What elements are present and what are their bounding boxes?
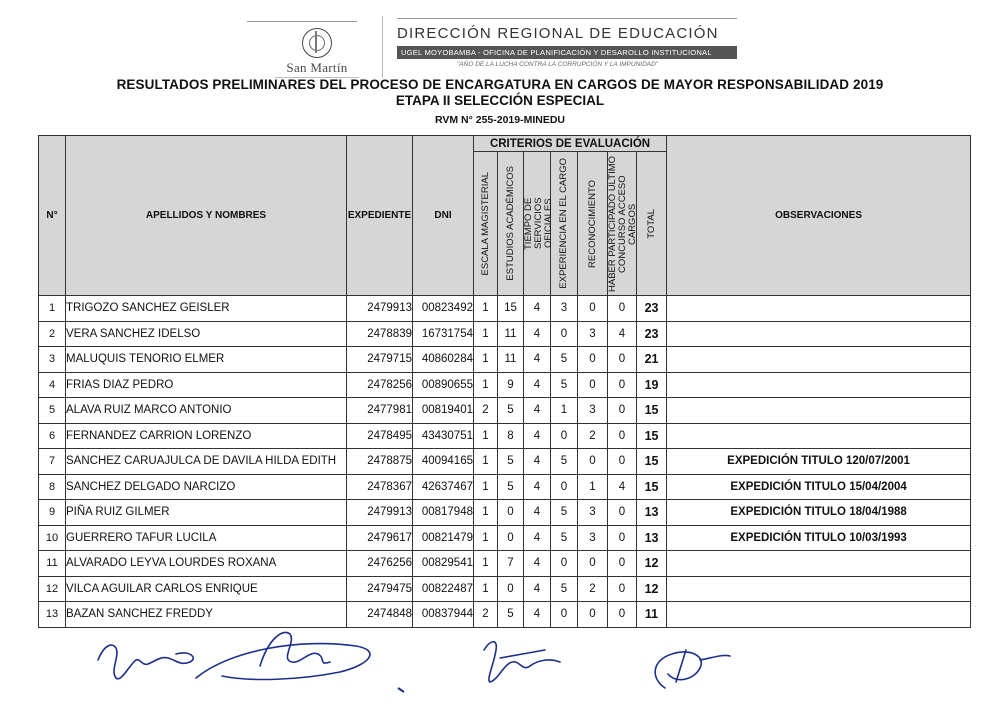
reconocimiento-score: 0 — [578, 551, 608, 577]
tiempo-score: 4 — [524, 398, 551, 424]
applicant-name: GUERRERO TAFUR LUCILA — [66, 525, 347, 551]
document-title: RESULTADOS PRELIMINARES DEL PROCESO DE ENCARGATURA EN CARGOS DE MAYOR RESPONSABILIDAD 2019 — [116, 77, 884, 92]
estudios-score: 5 — [498, 602, 524, 628]
escala-score: 2 — [474, 398, 498, 424]
dni-value: 00819401 — [413, 398, 474, 424]
escala-score: 1 — [474, 525, 498, 551]
row-number: 6 — [39, 423, 66, 449]
experiencia-score: 0 — [551, 551, 578, 577]
row-number: 4 — [39, 372, 66, 398]
estudios-score: 5 — [498, 449, 524, 475]
estudios-score: 7 — [498, 551, 524, 577]
row-number: 3 — [39, 347, 66, 373]
applicant-name: ALAVA RUIZ MARCO ANTONIO — [66, 398, 347, 424]
escala-score: 2 — [474, 602, 498, 628]
applicant-name: SANCHEZ CARUAJULCA DE DAVILA HILDA EDITH — [66, 449, 347, 475]
signature-2 — [196, 632, 370, 679]
expediente-value: 2474848 — [347, 602, 413, 628]
expediente-value: 2479913 — [347, 500, 413, 526]
col-observaciones-header: OBSERVACIONES — [667, 136, 971, 296]
tiempo-score: 4 — [524, 321, 551, 347]
col-escala-header — [474, 152, 498, 296]
reconocimiento-score: 0 — [578, 449, 608, 475]
tiempo-score: 4 — [524, 347, 551, 373]
table-row — [39, 372, 971, 398]
experiencia-score: 5 — [551, 372, 578, 398]
haber-score: 0 — [608, 296, 637, 322]
office-bar: UGEL MOYOBAMBA - OFICINA DE PLANIFICACIÓN Y DESAROLLO INSTITUCIONAL — [397, 46, 737, 59]
table-row — [39, 296, 971, 322]
experiencia-score: 5 — [551, 347, 578, 373]
expediente-value: 2478256 — [347, 372, 413, 398]
document-header — [0, 0, 1000, 135]
total-score: 15 — [637, 474, 667, 500]
haber-score: 0 — [608, 398, 637, 424]
applicant-name: VILCA AGUILAR CARLOS ENRIQUE — [66, 576, 347, 602]
experiencia-score: 0 — [551, 602, 578, 628]
row-number: 2 — [39, 321, 66, 347]
tiempo-score: 4 — [524, 296, 551, 322]
applicant-name: PIÑA RUIZ GILMER — [66, 500, 347, 526]
haber-score: 4 — [608, 474, 637, 500]
total-score: 15 — [637, 423, 667, 449]
row-number: 11 — [39, 551, 66, 577]
observation — [667, 423, 971, 449]
institution-rule — [397, 18, 737, 19]
col-dni-header: DNI — [413, 136, 474, 296]
dni-value: 40860284 — [413, 347, 474, 373]
logo-rule — [247, 21, 357, 22]
observation — [667, 372, 971, 398]
reconocimiento-score: 3 — [578, 321, 608, 347]
col-tiempo-header — [523, 152, 554, 296]
institution-title: DIRECCIÓN REGIONAL DE EDUCACIÓN — [397, 25, 719, 42]
applicant-name: TRIGOZO SANCHEZ GEISLER — [66, 296, 347, 322]
table-row — [39, 423, 971, 449]
dni-value: 00829541 — [413, 551, 474, 577]
estudios-score: 11 — [498, 321, 524, 347]
dni-value: 00890655 — [413, 372, 474, 398]
dni-value: 40094165 — [413, 449, 474, 475]
tiempo-score: 4 — [524, 500, 551, 526]
total-score: 15 — [637, 449, 667, 475]
estudios-score: 11 — [498, 347, 524, 373]
dni-value: 00823492 — [413, 296, 474, 322]
applicant-name: MALUQUIS TENORIO ELMER — [66, 347, 347, 373]
estudios-label: ESTUDIOS ACADÉMICOS — [504, 166, 516, 281]
criterios-header: CRITERIOS DE EVALUACIÓN — [474, 136, 667, 152]
experiencia-score: 5 — [551, 500, 578, 526]
applicant-name: FRIAS DIAZ PEDRO — [66, 372, 347, 398]
haber-label: HABER PARTICIPADO ÚLTIMO CONCURSO ACCESO CARGOS — [607, 155, 638, 292]
signatures — [0, 620, 1000, 707]
reconocimiento-label: RECONOCIMIENTO — [586, 179, 598, 268]
signature-mark — [398, 688, 404, 692]
escala-score: 1 — [474, 423, 498, 449]
applicant-name: VERA SANCHEZ IDELSO — [66, 321, 347, 347]
expediente-value: 2478495 — [347, 423, 413, 449]
experiencia-score: 5 — [551, 576, 578, 602]
observation: EXPEDICIÓN TITULO 120/07/2001 — [667, 449, 971, 475]
dni-value: 43430751 — [413, 423, 474, 449]
row-number: 12 — [39, 576, 66, 602]
haber-score: 0 — [608, 500, 637, 526]
expediente-value: 2478839 — [347, 321, 413, 347]
tiempo-label: TIEMPO DE SERVICIOS OFICIALES — [523, 197, 554, 250]
total-score: 13 — [637, 525, 667, 551]
col-reconocimiento-header — [578, 152, 608, 296]
table-row — [39, 551, 971, 577]
total-score: 12 — [637, 576, 667, 602]
expediente-value: 2476256 — [347, 551, 413, 577]
escala-score: 1 — [474, 321, 498, 347]
haber-score: 0 — [608, 372, 637, 398]
expediente-value: 2479715 — [347, 347, 413, 373]
total-label: TOTAL — [645, 208, 657, 239]
col-experiencia-header — [551, 152, 578, 296]
estudios-score: 15 — [498, 296, 524, 322]
table-row — [39, 449, 971, 475]
col-haber-header — [608, 152, 637, 296]
estudios-score: 0 — [498, 500, 524, 526]
col-estudios-header — [498, 152, 524, 296]
expediente-value: 2479475 — [347, 576, 413, 602]
table-row — [39, 525, 971, 551]
escala-score: 1 — [474, 500, 498, 526]
observation — [667, 296, 971, 322]
row-number: 7 — [39, 449, 66, 475]
tiempo-score: 4 — [524, 474, 551, 500]
row-number: 8 — [39, 474, 66, 500]
observation: EXPEDICIÓN TITULO 15/04/2004 — [667, 474, 971, 500]
escala-label: ESCALA MAGISTERIAL — [479, 171, 491, 276]
escala-score: 1 — [474, 296, 498, 322]
total-score: 12 — [637, 551, 667, 577]
estudios-score: 5 — [498, 398, 524, 424]
tiempo-score: 4 — [524, 525, 551, 551]
tiempo-score: 4 — [524, 551, 551, 577]
reconocimiento-score: 3 — [578, 500, 608, 526]
observation — [667, 398, 971, 424]
signature-1 — [98, 645, 193, 679]
haber-score: 0 — [608, 576, 637, 602]
total-score: 23 — [637, 296, 667, 322]
row-number: 5 — [39, 398, 66, 424]
observation: EXPEDICIÓN TITULO 10/03/1993 — [667, 525, 971, 551]
col-num-header: N° — [39, 136, 66, 296]
escala-score: 1 — [474, 551, 498, 577]
tiempo-score: 4 — [524, 602, 551, 628]
experiencia-score: 5 — [551, 525, 578, 551]
header-divider — [382, 16, 383, 78]
total-score: 23 — [637, 321, 667, 347]
tiempo-score: 4 — [524, 423, 551, 449]
col-total-header — [637, 152, 667, 296]
tiempo-score: 4 — [524, 449, 551, 475]
reconocimiento-score: 0 — [578, 602, 608, 628]
reconocimiento-score: 3 — [578, 525, 608, 551]
table-row — [39, 576, 971, 602]
estudios-score: 8 — [498, 423, 524, 449]
estudios-score: 0 — [498, 576, 524, 602]
observation — [667, 576, 971, 602]
total-score: 21 — [637, 347, 667, 373]
document-reference: RVM N° 255-2019-MINEDU — [434, 114, 566, 126]
total-score: 15 — [637, 398, 667, 424]
experiencia-score: 5 — [551, 449, 578, 475]
haber-score: 0 — [608, 449, 637, 475]
estudios-score: 0 — [498, 525, 524, 551]
row-number: 10 — [39, 525, 66, 551]
document-stage: ETAPA II SELECCIÓN ESPECIAL — [395, 93, 605, 108]
institution-block — [397, 18, 747, 68]
reconocimiento-score: 3 — [578, 398, 608, 424]
row-number: 13 — [39, 602, 66, 628]
reconocimiento-score: 0 — [578, 296, 608, 322]
applicant-name: BAZAN SANCHEZ FREDDY — [66, 602, 347, 628]
escala-score: 1 — [474, 372, 498, 398]
applicant-name: ALVARADO LEYVA LOURDES ROXANA — [66, 551, 347, 577]
table-row — [39, 398, 971, 424]
estudios-score: 5 — [498, 474, 524, 500]
tiempo-score: 4 — [524, 372, 551, 398]
header-row-top — [39, 136, 971, 152]
applicant-name: SANCHEZ DELGADO NARCIZO — [66, 474, 347, 500]
experiencia-score: 0 — [551, 423, 578, 449]
results-table — [38, 135, 971, 628]
col-expediente-header: EXPEDIENTE — [347, 136, 413, 296]
expediente-value: 2477981 — [347, 398, 413, 424]
dni-value: 00822487 — [413, 576, 474, 602]
total-score: 13 — [637, 500, 667, 526]
signature-3 — [484, 642, 560, 682]
table-row — [39, 347, 971, 373]
reconocimiento-score: 0 — [578, 372, 608, 398]
reconocimiento-score: 2 — [578, 576, 608, 602]
dni-value: 00837944 — [413, 602, 474, 628]
observation: EXPEDICIÓN TITULO 18/04/1988 — [667, 500, 971, 526]
haber-score: 0 — [608, 602, 637, 628]
signature-4 — [655, 650, 730, 688]
observation — [667, 347, 971, 373]
row-number: 1 — [39, 296, 66, 322]
applicant-name: FERNANDEZ CARRION LORENZO — [66, 423, 347, 449]
experiencia-score: 1 — [551, 398, 578, 424]
table-row — [39, 474, 971, 500]
escala-score: 1 — [474, 474, 498, 500]
escala-score: 1 — [474, 576, 498, 602]
san-martin-logo — [262, 18, 372, 85]
haber-score: 4 — [608, 321, 637, 347]
experiencia-label: EXPERIENCIA EN EL CARGO — [558, 158, 569, 289]
dni-value: 00817948 — [413, 500, 474, 526]
experiencia-score: 3 — [551, 296, 578, 322]
haber-score: 0 — [608, 525, 637, 551]
table-row — [39, 500, 971, 526]
reconocimiento-score: 2 — [578, 423, 608, 449]
col-name-header: APELLIDOS Y NOMBRES — [66, 136, 347, 296]
experiencia-score: 0 — [551, 321, 578, 347]
total-score: 11 — [637, 602, 667, 628]
dni-value: 00821479 — [413, 525, 474, 551]
expediente-value: 2479913 — [347, 296, 413, 322]
table-row — [39, 321, 971, 347]
haber-score: 0 — [608, 423, 637, 449]
logo-name: San Martín — [286, 60, 348, 75]
dni-value: 42637467 — [413, 474, 474, 500]
escala-score: 1 — [474, 449, 498, 475]
haber-score: 0 — [608, 551, 637, 577]
row-number: 9 — [39, 500, 66, 526]
tiempo-score: 4 — [524, 576, 551, 602]
escala-score: 1 — [474, 347, 498, 373]
year-slogan: "AÑO DE LA LUCHA CONTRA LA CORRUPCIÓN Y LA IMPUNIDAD" — [457, 61, 659, 68]
estudios-score: 9 — [498, 372, 524, 398]
observation — [667, 321, 971, 347]
expediente-value: 2478367 — [347, 474, 413, 500]
dni-value: 16731754 — [413, 321, 474, 347]
haber-score: 0 — [608, 347, 637, 373]
reconocimiento-score: 0 — [578, 347, 608, 373]
experiencia-score: 0 — [551, 474, 578, 500]
reconocimiento-score: 1 — [578, 474, 608, 500]
expediente-value: 2479617 — [347, 525, 413, 551]
total-score: 19 — [637, 372, 667, 398]
expediente-value: 2478875 — [347, 449, 413, 475]
seal-icon — [302, 28, 332, 58]
observation — [667, 551, 971, 577]
